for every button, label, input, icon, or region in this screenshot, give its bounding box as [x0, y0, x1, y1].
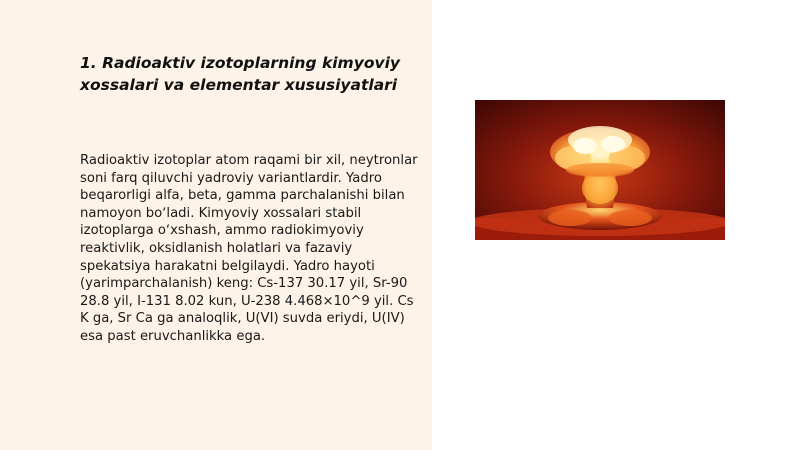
slide-body-text: Radioaktiv izotoplar atom raqami bir xil, neytronlar soni farq qiluvchi yadroviy variantlardir. Yadro beqarorligi alfa, beta, gamma parchalanishi bilan namoyon boʻladi. Kimyoviy xossalari stabil izotoplarga oʻxshash, ammo radiokimyoviy reaktivlik, oksidlanish holatlari va fazaviy spekatsiya harakatni belgilaydi. Yadro hayoti (yarimparchalanish) keng: Cs-137 30.17 yil, Sr-90 28.8 yil, I-131 8.02 kun, U-238 4.468×10^9 yil. Cs K ga, Sr Ca ga analoqlik, U(VI) suvda eriydi, U(IV) esa past eruvchanlikka ega.	[80, 153, 418, 344]
explosion-image	[475, 100, 725, 240]
slide-title: 1. Radioaktiv izotoplarning kimyoviy xossalari va elementar xususiyatlari	[80, 54, 400, 94]
